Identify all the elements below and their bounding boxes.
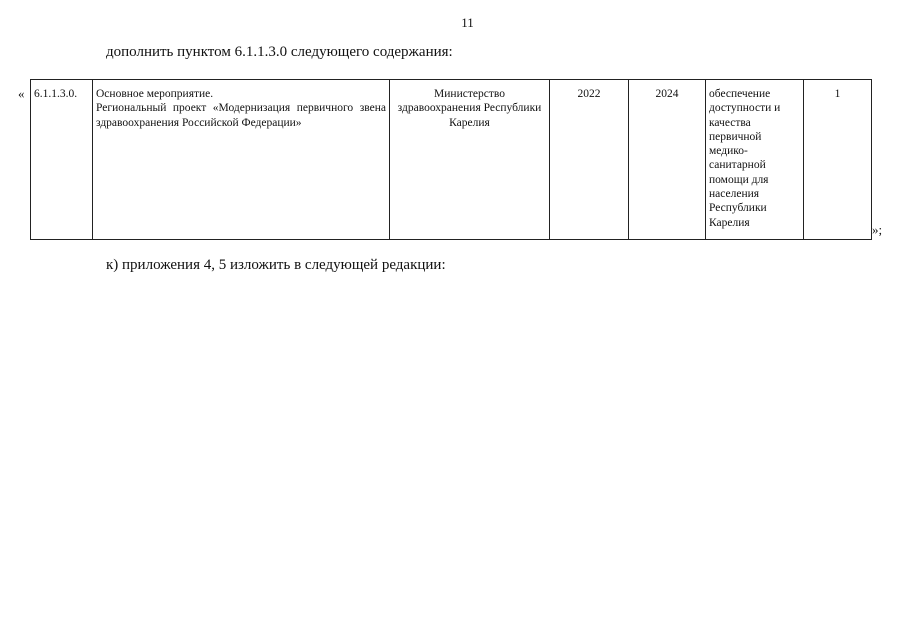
closing-quote-mark: »; (872, 222, 883, 237)
table-row (31, 80, 872, 240)
page-number: 11 (461, 15, 474, 30)
start-year-cell: 2022 (550, 80, 629, 240)
end-year-cell: 2024 (629, 80, 706, 240)
amendment-paragraph: к) приложения 4, 5 изложить в следующей редакции: (106, 257, 446, 273)
intro-paragraph: дополнить пунктом 6.1.1.3.0 следующего содержания: (106, 44, 453, 60)
program-activity-table (30, 79, 872, 240)
item-number-cell: 6.1.1.3.0. (31, 80, 93, 240)
indicator-link-cell: 1 (804, 80, 872, 240)
responsible-executor-cell: Министерство здравоохранения Республики Карелия (390, 80, 550, 240)
regional-project-name: Региональный проект «Модернизация первичного звена здравоохранения Российской Федерации» (96, 102, 386, 129)
activity-type-label: Основное мероприятие. (96, 88, 214, 100)
opening-quote-mark: « (18, 86, 25, 101)
expected-result-cell: обеспечение доступности и качества первичной медико-санитарной помощи для населения Республики Карелия (706, 80, 804, 240)
activity-name-cell (93, 80, 390, 240)
